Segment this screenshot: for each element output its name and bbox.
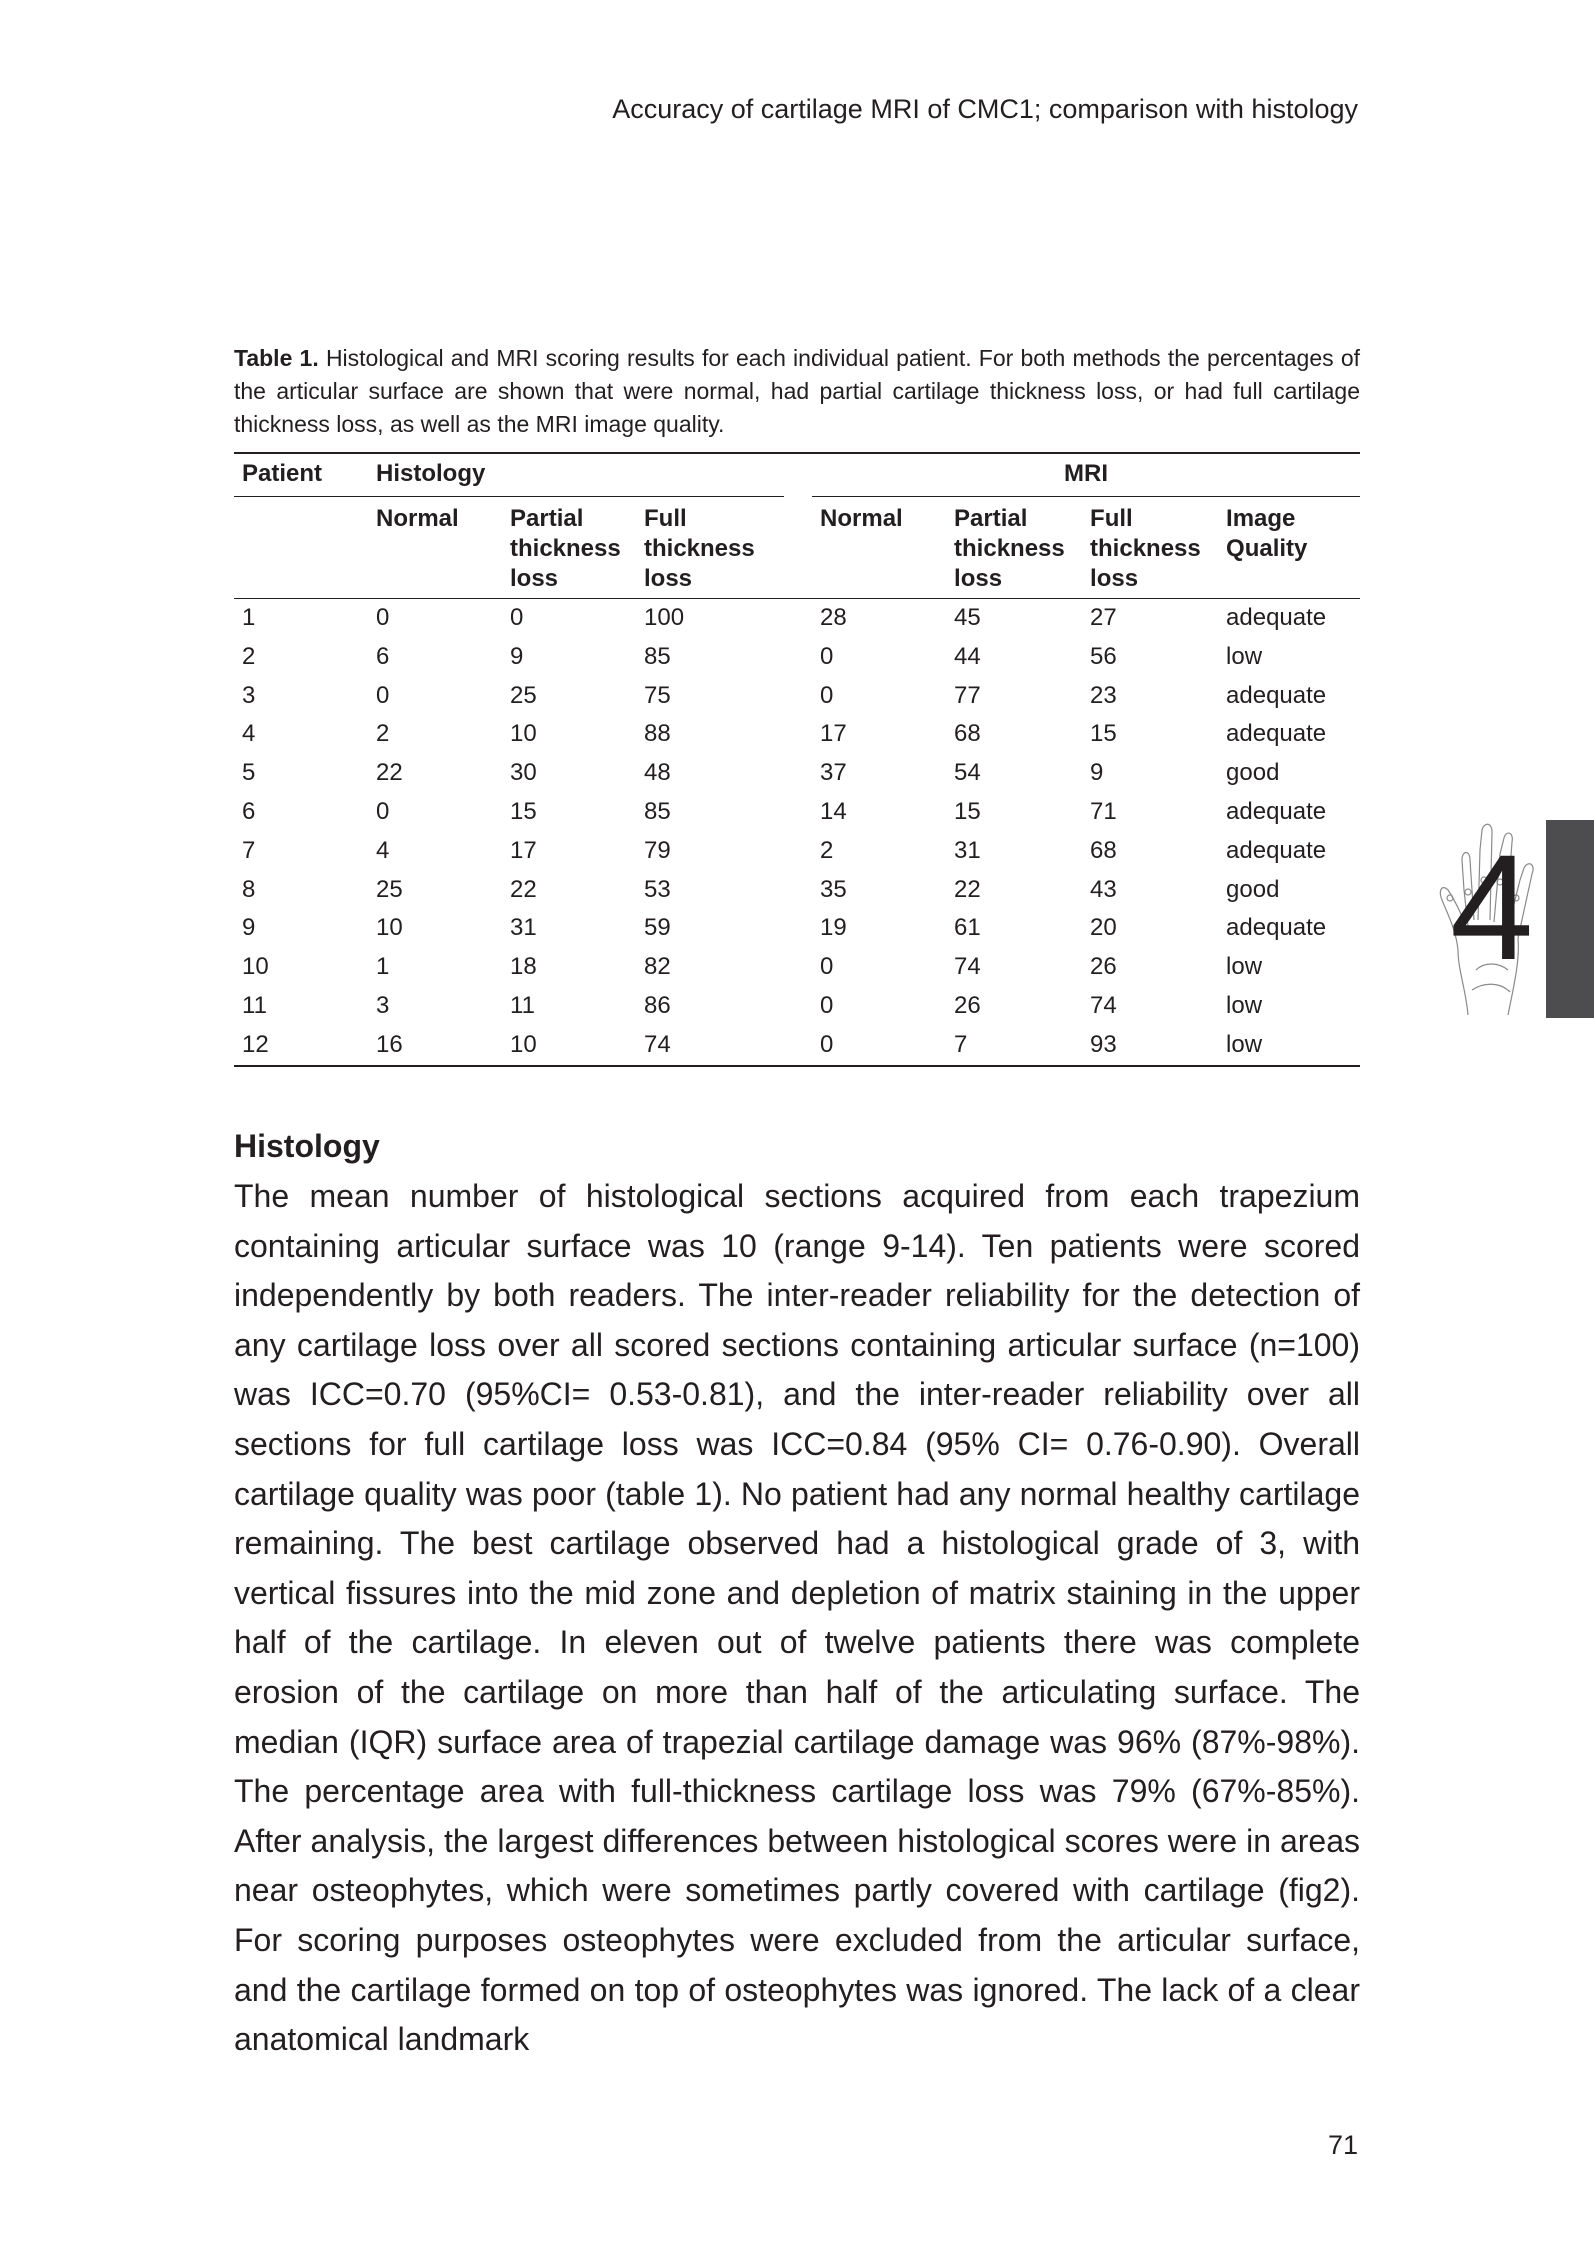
cell-mri-partial: 7 <box>946 1026 1082 1066</box>
cell-mri-quality: low <box>1226 953 1263 981</box>
cell-hist-normal: 4 <box>376 836 390 864</box>
chapter-hand-mark <box>1428 820 1554 1020</box>
cell-mri-partial: 68 <box>954 720 981 748</box>
table-row <box>234 987 1360 1026</box>
cell-mri-full: 20 <box>1090 914 1117 942</box>
cell-mri-partial: 44 <box>954 642 981 670</box>
cell-mri-full: 68 <box>1090 836 1117 864</box>
cell-hist-full: 88 <box>644 720 671 748</box>
cell-mri-quality: low <box>1218 1026 1360 1066</box>
cell-mri-quality: adequate <box>1226 720 1327 748</box>
table-row <box>234 677 1360 716</box>
header-patient: Patient <box>234 453 368 500</box>
cell-patient: 4 <box>242 720 256 748</box>
cell-mri-quality: good <box>1226 875 1280 903</box>
cell-hist-full: 82 <box>644 953 671 981</box>
cell-hist-partial: 10 <box>502 1026 636 1066</box>
cell-mri-partial: 74 <box>954 953 981 981</box>
cell-patient: 10 <box>242 953 269 981</box>
cell-patient: 2 <box>242 642 256 670</box>
cell-mri-partial: 31 <box>954 836 981 864</box>
page-number: 71 <box>1327 2130 1358 2160</box>
cell-hist-partial: 0 <box>502 599 636 638</box>
cell-hist-full: 74 <box>636 1026 812 1066</box>
cell-hist-partial: 11 <box>510 991 535 1019</box>
cell-hist-partial: 22 <box>510 875 537 903</box>
cell-mri-full: 27 <box>1082 599 1218 638</box>
cell-hist-partial: 10 <box>510 720 537 748</box>
header-mri-full: Full thickness loss <box>1090 505 1201 592</box>
results-table-wrapper <box>234 452 1360 1067</box>
header-mri-quality: Image Quality <box>1226 505 1308 562</box>
cell-hist-partial: 17 <box>510 836 537 864</box>
cell-mri-partial: 26 <box>954 991 981 1019</box>
header-patient-spacer <box>234 500 368 599</box>
cell-patient: 8 <box>242 875 256 903</box>
cell-mri-full: 74 <box>1090 991 1117 1019</box>
cell-hist-normal: 0 <box>376 797 390 825</box>
header-mri-partial: Partial thickness loss <box>954 505 1065 592</box>
cell-mri-normal: 35 <box>820 875 847 903</box>
cell-mri-normal: 37 <box>820 759 847 787</box>
cell-mri-full: 43 <box>1090 875 1117 903</box>
cell-mri-partial: 77 <box>954 681 981 709</box>
table-caption-text: Histological and MRI scoring results for each individual patient. For both methods the percentages of the articular surface are shown that were normal, had partial cartilage thickness loss, or had full cartilage thickness loss, as well as the MRI image quality. <box>234 345 1360 437</box>
header-histology: Histology <box>376 460 486 487</box>
cell-hist-partial: 25 <box>510 681 537 709</box>
table-row <box>234 871 1360 910</box>
cell-hist-full: 85 <box>644 642 671 670</box>
cell-mri-normal: 2 <box>820 836 834 864</box>
cell-mri-normal: 0 <box>812 1026 946 1066</box>
cell-hist-full: 75 <box>644 681 671 709</box>
cell-hist-partial: 30 <box>510 759 537 787</box>
cell-mri-full: 9 <box>1090 759 1104 787</box>
cell-mri-normal: 17 <box>820 720 847 748</box>
cell-hist-full: 85 <box>644 797 671 825</box>
cell-mri-full: 71 <box>1090 797 1117 825</box>
cell-hist-normal: 2 <box>376 720 390 748</box>
cell-patient: 11 <box>242 991 267 1019</box>
cell-mri-partial: 45 <box>946 599 1082 638</box>
cell-hist-normal: 1 <box>376 953 390 981</box>
results-table <box>234 452 1360 1067</box>
header-histology-partial: Partial thickness loss <box>510 505 621 592</box>
cell-mri-normal: 14 <box>820 797 847 825</box>
cell-hist-partial: 9 <box>510 642 524 670</box>
cell-mri-quality: adequate <box>1226 836 1327 864</box>
cell-hist-normal: 0 <box>376 681 390 709</box>
cell-hist-full: 53 <box>644 875 671 903</box>
cell-hist-normal: 6 <box>376 642 390 670</box>
cell-hist-normal: 3 <box>376 991 390 1019</box>
table-row <box>234 832 1360 871</box>
cell-mri-quality: adequate <box>1218 599 1360 638</box>
table-row <box>234 948 1360 987</box>
cell-mri-full: 56 <box>1090 642 1117 670</box>
cell-patient: 6 <box>242 797 256 825</box>
cell-mri-normal: 0 <box>820 953 834 981</box>
cell-mri-full: 23 <box>1090 681 1117 709</box>
cell-patient: 7 <box>242 836 256 864</box>
table-row <box>234 599 1360 638</box>
cell-mri-partial: 15 <box>954 797 981 825</box>
table-body <box>234 599 1360 1066</box>
cell-patient: 3 <box>242 681 256 709</box>
cell-hist-normal: 22 <box>376 759 403 787</box>
table-row <box>234 715 1360 754</box>
cell-hist-normal: 10 <box>376 914 403 942</box>
cell-mri-normal: 0 <box>820 681 834 709</box>
cell-mri-normal: 0 <box>820 991 834 1019</box>
cell-mri-partial: 54 <box>954 759 981 787</box>
body-paragraph: The mean number of histological sections acquired from each trapezium containing articular surface was 10 (range 9-14). Ten patients were scored independently by both readers. The inter-reader reliability for the detection of any cartilage loss over all scored sections containing articular surface (n=100) was ICC=0.70 (95%CI= 0.53-0.81), and the inter-reader reliability over all sections for full cartilage loss was ICC=0.84 (95% CI= 0.76-0.90). Overall cartilage quality was poor (table 1). No patient had any normal healthy cartilage remaining. The best cartilage observed had a histological grade of 3, with vertical fissures into the mid zone and depletion of matrix staining in the upper half of the cartilage. In eleven out of twelve patients there was complete erosion of the cartilage on more than half of the articulating surface. The median (IQR) surface area of trapezial cartilage damage was 96% (87%-98%). The percentage area with full-thickness cartilage loss was 79% (67%-85%). After analysis, the largest differences between histological scores were in areas near osteophytes, which were sometimes partly covered with cartilage (fig2). For scoring purposes osteophytes were excluded from the articular surface, and the cartilage formed on top of osteophytes was ignored. The lack of a clear anatomical landmark <box>234 1178 1360 2058</box>
table-row <box>234 754 1360 793</box>
cell-mri-quality: good <box>1226 759 1280 787</box>
table-caption <box>234 342 1360 441</box>
cell-mri-partial: 22 <box>954 875 981 903</box>
cell-mri-full: 26 <box>1090 953 1117 981</box>
cell-mri-quality: low <box>1226 642 1263 670</box>
cell-hist-full: 100 <box>636 599 812 638</box>
cell-hist-partial: 31 <box>510 914 537 942</box>
header-mri-normal: Normal <box>820 505 903 532</box>
cell-mri-partial: 61 <box>954 914 981 942</box>
cell-hist-full: 79 <box>644 836 671 864</box>
cell-hist-normal: 0 <box>368 599 502 638</box>
header-mri: MRI <box>1064 460 1109 487</box>
cell-mri-normal: 19 <box>820 914 847 942</box>
cell-mri-quality: adequate <box>1226 914 1327 942</box>
cell-patient: 1 <box>234 599 368 638</box>
cell-patient: 9 <box>242 914 256 942</box>
chapter-thumb-tab <box>1546 820 1594 1018</box>
cell-hist-partial: 15 <box>510 797 537 825</box>
cell-mri-full: 15 <box>1090 720 1117 748</box>
cell-hist-normal: 16 <box>368 1026 502 1066</box>
cell-patient: 12 <box>234 1026 368 1066</box>
cell-hist-full: 86 <box>644 991 671 1019</box>
table-row <box>234 638 1360 677</box>
table-caption-label: Table 1. <box>234 345 319 371</box>
table-row <box>234 1026 1360 1066</box>
cell-hist-full: 48 <box>644 759 671 787</box>
cell-mri-normal: 28 <box>812 599 946 638</box>
header-histology-group <box>368 453 812 500</box>
chapter-number: 4 <box>1450 823 1534 991</box>
header-histology-normal: Normal <box>376 505 459 532</box>
running-head: Accuracy of cartilage MRI of CMC1; comparison with histology <box>612 94 1358 124</box>
cell-mri-normal: 0 <box>820 642 834 670</box>
cell-mri-quality: low <box>1226 991 1263 1019</box>
section-heading: Histology <box>234 1128 380 1164</box>
cell-mri-quality: adequate <box>1226 681 1327 709</box>
cell-patient: 5 <box>242 759 256 787</box>
cell-mri-full: 93 <box>1082 1026 1218 1066</box>
table-row <box>234 909 1360 948</box>
cell-hist-partial: 18 <box>510 953 537 981</box>
header-histology-full: Full thickness loss <box>644 505 755 592</box>
header-mri-group <box>812 453 1360 500</box>
cell-hist-normal: 25 <box>376 875 403 903</box>
cell-mri-quality: adequate <box>1226 797 1327 825</box>
cell-hist-full: 59 <box>644 914 671 942</box>
table-row <box>234 793 1360 832</box>
